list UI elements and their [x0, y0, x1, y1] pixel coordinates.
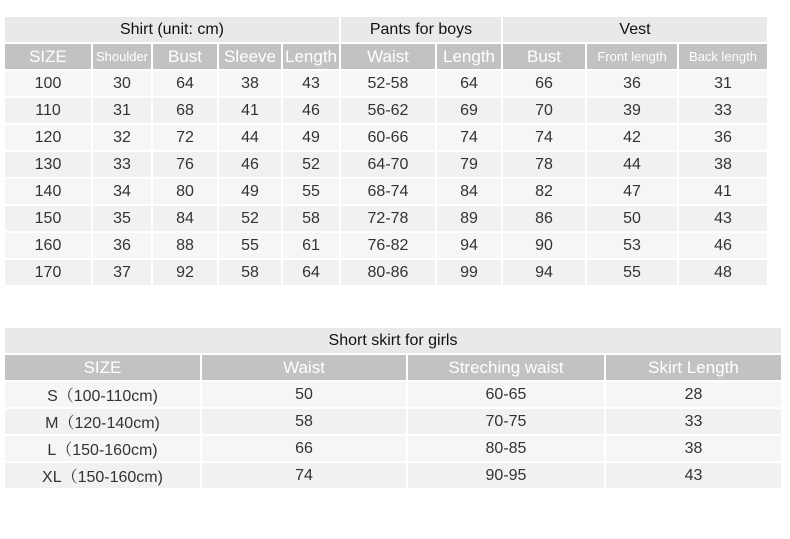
table-cell: 55: [283, 179, 339, 204]
table-cell: 160: [5, 233, 91, 258]
table-cell: 38: [679, 152, 767, 177]
table-cell: 92: [153, 260, 217, 285]
size-row: [5, 98, 767, 123]
table-cell: 94: [503, 260, 585, 285]
table-cell: 55: [587, 260, 677, 285]
table-cell: 52-58: [341, 71, 435, 96]
size-chart-table: [3, 15, 769, 287]
size-row: [5, 233, 767, 258]
table-cell: 42: [587, 125, 677, 150]
table-cell: 44: [219, 125, 281, 150]
table-cell: 48: [679, 260, 767, 285]
table-cell: 82: [503, 179, 585, 204]
table-cell: 53: [587, 233, 677, 258]
table-cell: 64-70: [341, 152, 435, 177]
table-cell: 72: [153, 125, 217, 150]
table-cell: 140: [5, 179, 91, 204]
table-cell: 69: [437, 98, 501, 123]
table-cell: 28: [606, 382, 781, 407]
table-cell: 46: [283, 98, 339, 123]
skirt-col-header-size: SIZE: [5, 355, 200, 380]
table-cell: 70-75: [408, 409, 604, 434]
size-row: [5, 260, 767, 285]
skirt-col-header-skirt-length: Skirt Length: [606, 355, 781, 380]
col-header-pants-length: Length: [437, 44, 501, 69]
table-cell: 72-78: [341, 206, 435, 231]
table-cell: 120: [5, 125, 91, 150]
table-cell: 60-65: [408, 382, 604, 407]
table-cell: 43: [283, 71, 339, 96]
col-header-sleeve: Sleeve: [219, 44, 281, 69]
size-row: [5, 179, 767, 204]
size-row: [5, 125, 767, 150]
skirt-title: Short skirt for girls: [5, 328, 781, 353]
skirt-col-header-streching-waist: Streching waist: [408, 355, 604, 380]
table-cell: 64: [437, 71, 501, 96]
table-cell: 76-82: [341, 233, 435, 258]
table-cell: 50: [202, 382, 406, 407]
table-cell: 49: [219, 179, 281, 204]
table-cell: 41: [679, 179, 767, 204]
table-cell: 46: [219, 152, 281, 177]
table-cell: 35: [93, 206, 151, 231]
size-row: [5, 206, 767, 231]
skirt-row: [5, 382, 781, 407]
table-cell: L（150-160cm): [5, 436, 200, 461]
table-cell: 46: [679, 233, 767, 258]
size-row: [5, 71, 767, 96]
table-cell: 80-85: [408, 436, 604, 461]
table-cell: 49: [283, 125, 339, 150]
table-cell: 76: [153, 152, 217, 177]
table-cell: 36: [93, 233, 151, 258]
col-header-vest-bust: Bust: [503, 44, 585, 69]
table-cell: 37: [93, 260, 151, 285]
table-cell: 32: [93, 125, 151, 150]
col-header-size: SIZE: [5, 44, 91, 69]
table-cell: 43: [606, 463, 781, 488]
table-cell: 64: [153, 71, 217, 96]
table-cell: 36: [679, 125, 767, 150]
table-cell: 68-74: [341, 179, 435, 204]
col-header-shirt-length: Length: [283, 44, 339, 69]
table-cell: 80-86: [341, 260, 435, 285]
table-cell: 68: [153, 98, 217, 123]
col-header-front-length: Front length: [587, 44, 677, 69]
table-cell: 44: [587, 152, 677, 177]
table-cell: 79: [437, 152, 501, 177]
skirt-row: [5, 436, 781, 461]
table-cell: 90: [503, 233, 585, 258]
table-cell: 38: [606, 436, 781, 461]
table-cell: 31: [93, 98, 151, 123]
table-cell: 41: [219, 98, 281, 123]
table-cell: 66: [202, 436, 406, 461]
table-cell: 33: [606, 409, 781, 434]
table-cell: 94: [437, 233, 501, 258]
table-cell: 30: [93, 71, 151, 96]
table-cell: 110: [5, 98, 91, 123]
size-row: [5, 152, 767, 177]
table-cell: 31: [679, 71, 767, 96]
col-header-back-length: Back length: [679, 44, 767, 69]
skirt-row: [5, 463, 781, 488]
table-cell: 58: [219, 260, 281, 285]
table-cell: 33: [679, 98, 767, 123]
table-cell: 55: [219, 233, 281, 258]
pants-group-header: Pants for boys: [341, 17, 501, 42]
table-cell: M（120-140cm): [5, 409, 200, 434]
table-cell: 36: [587, 71, 677, 96]
table-cell: 78: [503, 152, 585, 177]
table-cell: 84: [153, 206, 217, 231]
table-cell: 84: [437, 179, 501, 204]
table-cell: 34: [93, 179, 151, 204]
table-cell: 50: [587, 206, 677, 231]
shirt-group-header: Shirt (unit: cm): [5, 17, 339, 42]
table-cell: 100: [5, 71, 91, 96]
table-cell: 170: [5, 260, 91, 285]
table-cell: 88: [153, 233, 217, 258]
col-header-shoulder: Shoulder: [93, 44, 151, 69]
table-cell: 38: [219, 71, 281, 96]
table-cell: 60-66: [341, 125, 435, 150]
table-cell: 89: [437, 206, 501, 231]
table-cell: 52: [283, 152, 339, 177]
table-cell: 150: [5, 206, 91, 231]
table-cell: 61: [283, 233, 339, 258]
skirt-row: [5, 409, 781, 434]
vest-group-header: Vest: [503, 17, 767, 42]
table-cell: 39: [587, 98, 677, 123]
table-cell: S（100-110cm): [5, 382, 200, 407]
table-cell: 58: [202, 409, 406, 434]
skirt-col-header-waist: Waist: [202, 355, 406, 380]
table-cell: 90-95: [408, 463, 604, 488]
table-cell: 52: [219, 206, 281, 231]
table-cell: 74: [503, 125, 585, 150]
table-cell: XL（150-160cm): [5, 463, 200, 488]
table-cell: 80: [153, 179, 217, 204]
table-cell: 86: [503, 206, 585, 231]
table-cell: 58: [283, 206, 339, 231]
table-cell: 70: [503, 98, 585, 123]
table-cell: 43: [679, 206, 767, 231]
table-cell: 66: [503, 71, 585, 96]
table-cell: 64: [283, 260, 339, 285]
col-header-shirt-bust: Bust: [153, 44, 217, 69]
skirt-chart-table: [3, 326, 783, 490]
table-cell: 74: [437, 125, 501, 150]
table-cell: 47: [587, 179, 677, 204]
table-cell: 130: [5, 152, 91, 177]
col-header-pants-waist: Waist: [341, 44, 435, 69]
table-cell: 33: [93, 152, 151, 177]
table-cell: 74: [202, 463, 406, 488]
table-cell: 99: [437, 260, 501, 285]
table-cell: 56-62: [341, 98, 435, 123]
